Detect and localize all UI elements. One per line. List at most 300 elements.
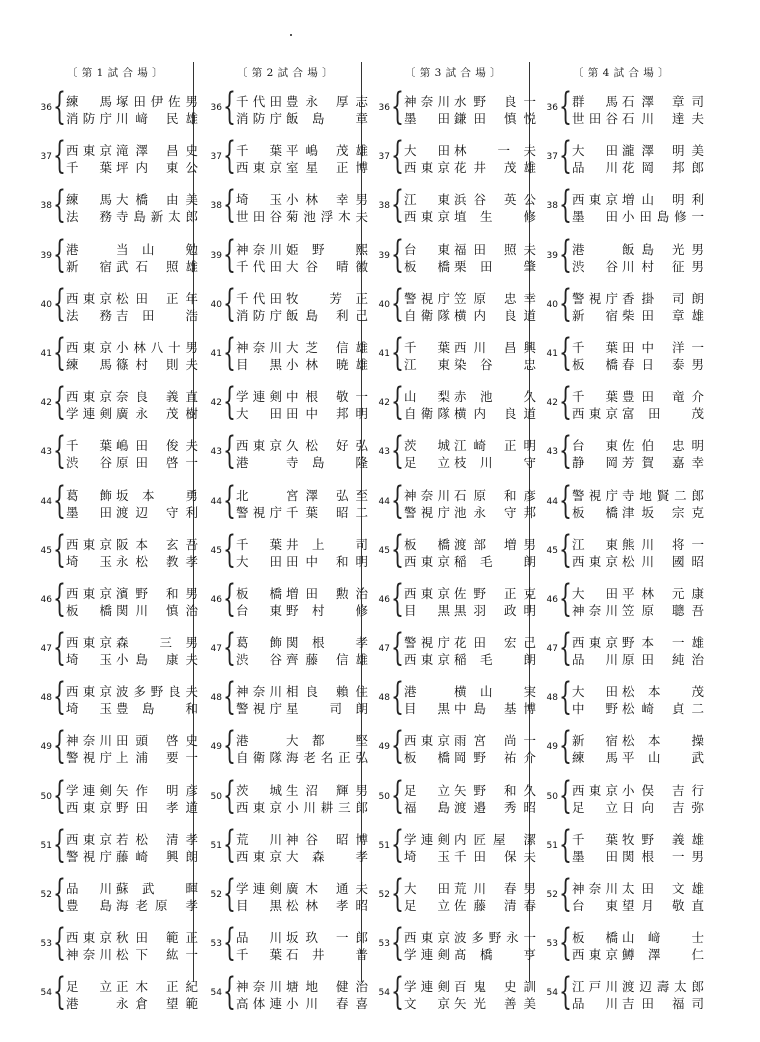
player-team: 消防庁 (236, 307, 282, 323)
match-number: 53 (546, 939, 558, 950)
player-name: 小島 康夫 (116, 652, 198, 668)
pairing-brace-icon: { (223, 626, 236, 670)
player-name: 滝澤 昌史 (116, 143, 198, 159)
player-name: 坂玖 一郎 (286, 930, 368, 946)
player-bottom (572, 552, 704, 569)
player-bottom (404, 748, 536, 765)
player-top (404, 830, 536, 847)
player-name: 川﨑 民雄 (116, 111, 198, 126)
player-name: 浜谷 英公 (454, 192, 536, 208)
pairing-brace-icon: { (559, 85, 572, 128)
player-name: 平嶋 茂雄 (286, 143, 368, 159)
player-top (404, 141, 536, 158)
player-name: 野村 修 (286, 602, 368, 618)
match-number: 47 (40, 644, 52, 655)
player-bottom (66, 257, 198, 274)
match-number: 39 (40, 250, 52, 261)
player-team: 消防庁 (236, 111, 282, 126)
player-name: 芳賀 嘉幸 (622, 455, 704, 471)
player-name: 永倉 望範 (116, 996, 198, 1012)
player-name: 松下 紘一 (116, 947, 198, 963)
player-team: 西東京 (66, 635, 112, 651)
player-top (572, 682, 704, 699)
player-team: 港 (572, 241, 585, 257)
player-name: 花井 茂雄 (454, 160, 536, 176)
player-team: 西東京 (66, 290, 112, 306)
player-bottom (404, 699, 536, 716)
player-team: 法 務 (66, 209, 112, 225)
player-name: 熊川 将一 (622, 536, 704, 552)
player-team: 埼 玉 (66, 553, 112, 569)
player-name: 小俣 吉行 (622, 782, 704, 798)
player-top (236, 289, 368, 306)
player-team: 北 (236, 487, 249, 503)
player-top (404, 289, 536, 306)
player-top (572, 240, 704, 257)
player-name: 岡野 祐介 (454, 750, 536, 766)
player-team: 墨 田 (404, 111, 450, 126)
player-team: 茨 城 (404, 438, 450, 454)
match-number: 42 (378, 398, 390, 409)
match-number: 48 (546, 693, 558, 704)
match-number: 36 (378, 103, 390, 113)
player-team: 品 川 (66, 881, 112, 896)
player-name: 室星 正博 (286, 160, 368, 176)
player-bottom (404, 503, 536, 520)
match-number: 37 (210, 152, 222, 163)
player-name: 濱野 和男 (116, 585, 198, 601)
player-bottom (404, 257, 536, 274)
match-number: 38 (210, 201, 222, 212)
player-top (404, 486, 536, 503)
match-number: 54 (546, 988, 558, 999)
player-name: 波多野良夫 (116, 684, 198, 700)
match-number: 41 (210, 348, 222, 359)
player-team: 西東京 (66, 831, 112, 847)
player-team: 葛 飾 (236, 635, 282, 651)
player-name: 中根 敬一 (286, 389, 368, 405)
player-team: 足 立 (572, 799, 618, 815)
player-team: 葛 飾 (66, 487, 112, 503)
player-name: 大谷 晴徽 (286, 258, 368, 274)
player-team: 墨 田 (572, 209, 618, 225)
player-name: 永松 教孝 (116, 553, 198, 569)
player-team: 西東京 (572, 635, 618, 651)
match-number: 36 (546, 103, 558, 113)
pairing-brace-icon: { (53, 675, 66, 719)
match-number: 36 (40, 103, 52, 113)
player-name: 寺島 隆 (286, 455, 368, 471)
match-number: 51 (378, 840, 390, 851)
pairing-brace-icon: { (391, 380, 404, 424)
player-name: 雨宮 尚一 (454, 733, 536, 749)
player-top (66, 928, 198, 945)
player-team: 練 馬 (66, 356, 112, 372)
player-name: 寺地賢二郎 (622, 487, 704, 503)
player-team: 学連剣 (404, 979, 450, 995)
match-number: 53 (378, 939, 390, 950)
match-number: 52 (40, 890, 52, 900)
player-bottom (404, 994, 536, 1011)
match-number: 36 (210, 103, 222, 113)
player-top (66, 731, 198, 748)
pairing-brace-icon: { (223, 85, 236, 128)
pairing-brace-icon: { (223, 380, 236, 424)
player-team: 港 (236, 455, 249, 471)
match-number: 45 (378, 545, 390, 556)
player-name: 奈良 義直 (116, 389, 198, 405)
match-number: 45 (40, 545, 52, 556)
player-top (236, 781, 368, 798)
player-bottom (236, 798, 368, 815)
court-title: 〔 第 4 試 合 場 〕 (572, 67, 670, 79)
pairing-brace-icon: { (53, 970, 66, 1014)
player-team: 練 馬 (66, 192, 112, 208)
player-team: 大 田 (236, 553, 282, 569)
player-bottom (404, 847, 536, 864)
match-number: 43 (546, 447, 558, 458)
player-top (236, 731, 368, 748)
player-name: 稲毛 朗 (454, 553, 536, 569)
player-team: 千代田 (236, 290, 282, 306)
player-name: 松林 孝昭 (286, 898, 368, 913)
player-name: 神谷 昭博 (286, 831, 368, 847)
player-team: 江 東 (404, 192, 450, 208)
player-team: 渋 谷 (66, 455, 112, 471)
player-name: 森 三男 (116, 635, 198, 651)
player-bottom (236, 503, 368, 520)
player-name: 坂本 勇 (116, 487, 198, 503)
player-name: 松本 操 (622, 733, 704, 749)
pairing-brace-icon: { (391, 281, 404, 325)
match-number: 54 (210, 988, 222, 999)
player-team: 千 葉 (236, 143, 282, 159)
player-bottom (66, 453, 198, 470)
pairing-brace-icon: { (559, 626, 572, 670)
player-team: 西東京 (404, 160, 450, 176)
player-top (572, 830, 704, 847)
player-top (236, 830, 368, 847)
player-name: 池永 守邦 (454, 504, 536, 520)
pairing-brace-icon: { (559, 330, 572, 374)
pairing-brace-icon: { (391, 675, 404, 719)
pairing-brace-icon: { (223, 134, 236, 178)
player-name: 津坂 宗克 (622, 504, 704, 520)
player-name: 花岡 邦郎 (622, 160, 704, 176)
player-name: 山﨑 士 (622, 930, 704, 946)
player-bottom (572, 601, 704, 618)
player-team: 福 島 (404, 799, 450, 815)
player-name: 飯島 利己 (286, 307, 368, 323)
player-name: 大都 堅 (286, 733, 368, 749)
pairing-brace-icon: { (559, 773, 572, 817)
player-bottom (572, 748, 704, 765)
pairing-brace-icon: { (53, 773, 66, 817)
player-name: 荒川 春男 (454, 881, 536, 896)
player-bottom (66, 207, 198, 224)
player-top (236, 486, 368, 503)
player-bottom (572, 650, 704, 667)
pairing-brace-icon: { (559, 527, 572, 571)
player-team: 西東京 (66, 799, 112, 815)
player-bottom (66, 355, 198, 372)
player-top (66, 436, 198, 453)
player-top (66, 879, 198, 896)
pairing-brace-icon: { (223, 675, 236, 719)
match-number: 47 (546, 644, 558, 655)
match-number: 37 (40, 152, 52, 163)
player-name: 江崎 正明 (454, 438, 536, 454)
player-team: 西東京 (572, 406, 618, 422)
player-name: 千葉 昭二 (286, 504, 368, 520)
player-name: 柴田 章雄 (622, 307, 704, 323)
player-team: 神奈川 (236, 979, 282, 995)
pairing-brace-icon: { (559, 429, 572, 473)
player-team: 西東京 (572, 782, 618, 798)
player-team: 練 馬 (66, 94, 112, 109)
player-bottom (404, 650, 536, 667)
player-name: 牧野 義雄 (622, 831, 704, 847)
player-top (404, 92, 536, 109)
player-bottom (572, 699, 704, 716)
pairing-brace-icon: { (223, 478, 236, 522)
player-team: 板 橋 (572, 504, 618, 520)
player-name: 阪本 玄吾 (116, 536, 198, 552)
player-team: 台 東 (572, 898, 618, 913)
player-name: 篠村 則夫 (116, 356, 198, 372)
player-bottom (66, 896, 198, 913)
player-name: 久松 好弘 (286, 438, 368, 454)
player-team: 西東京 (404, 209, 450, 225)
player-name: 横山 実 (454, 684, 536, 700)
player-bottom (572, 847, 704, 864)
match-list (30, 85, 200, 1027)
pairing-brace-icon: { (559, 183, 572, 227)
player-team: 警視庁 (404, 290, 450, 306)
player-top (572, 436, 704, 453)
player-name: 赤池 久 (454, 389, 536, 405)
match-number: 42 (40, 398, 52, 409)
match-list (368, 85, 538, 1027)
player-name: 望月 敬直 (622, 898, 704, 913)
pairing-brace-icon: { (53, 232, 66, 276)
player-bottom (236, 994, 368, 1011)
player-bottom (66, 503, 198, 520)
player-name: 野田 孝道 (116, 799, 198, 815)
player-team: 神奈川 (572, 602, 618, 618)
player-name: 香掛 司朗 (622, 290, 704, 306)
player-team: 警視庁 (404, 635, 450, 651)
pairing-brace-icon: { (559, 232, 572, 276)
player-team: 群 馬 (572, 94, 618, 109)
player-team: 大 田 (404, 881, 450, 896)
player-team: 警視庁 (66, 848, 112, 864)
player-top (404, 240, 536, 257)
player-name: 黒羽 政明 (454, 602, 536, 618)
pairing-brace-icon: { (559, 724, 572, 768)
player-bottom (572, 896, 704, 913)
player-team: 板 橋 (404, 750, 450, 766)
player-team: 学連剣 (404, 947, 450, 963)
player-bottom (572, 306, 704, 323)
player-bottom (404, 896, 536, 913)
player-top (572, 535, 704, 552)
pairing-brace-icon: { (223, 724, 236, 768)
match-number: 54 (378, 988, 390, 999)
player-top (236, 387, 368, 404)
player-bottom (404, 306, 536, 323)
player-top (66, 830, 198, 847)
player-bottom (404, 945, 536, 962)
player-name: 星 司朗 (286, 701, 368, 717)
player-name: 廣木 通夫 (286, 881, 368, 896)
player-team: 足 立 (66, 979, 112, 995)
pairing-brace-icon: { (223, 183, 236, 227)
player-name: 関根 一男 (622, 848, 704, 864)
player-team: 静 岡 (572, 455, 618, 471)
player-name: 渡邉 秀昭 (454, 799, 536, 815)
player-name: 小林 幸男 (286, 192, 368, 208)
player-team: 西東京 (66, 930, 112, 946)
pairing-brace-icon: { (391, 330, 404, 374)
player-team: 西東京 (404, 585, 450, 601)
match-number: 51 (546, 840, 558, 851)
player-team: 目 黒 (236, 898, 282, 913)
player-name: 相良 賴住 (286, 684, 368, 700)
player-bottom (66, 306, 198, 323)
player-name: 増田 勲治 (286, 585, 368, 601)
player-name: 松本 茂 (622, 684, 704, 700)
match-number: 43 (40, 447, 52, 458)
player-team: 台 東 (404, 241, 450, 257)
player-top (236, 928, 368, 945)
player-name: 佐伯 忠明 (622, 438, 704, 454)
pairing-brace-icon: { (53, 134, 66, 178)
player-bottom (572, 355, 704, 372)
player-name: 髙橋 亨 (454, 947, 536, 963)
pairing-brace-icon: { (391, 429, 404, 473)
player-bottom (66, 798, 198, 815)
player-name: 海老原 孝 (116, 898, 198, 913)
player-bottom (236, 453, 368, 470)
player-name: 田中 洋一 (622, 339, 704, 355)
player-top (66, 92, 198, 109)
player-top (236, 977, 368, 994)
match-number: 52 (378, 890, 390, 900)
player-top (572, 977, 704, 994)
player-team: 西東京 (66, 389, 112, 405)
court-title: 〔 第 1 試 合 場 〕 (66, 67, 164, 79)
player-name: 田中 和明 (286, 553, 368, 569)
player-name: 関川 慎治 (116, 602, 198, 618)
player-bottom (236, 306, 368, 323)
player-team: 板 橋 (236, 585, 282, 601)
match-number: 45 (546, 545, 558, 556)
player-bottom (572, 798, 704, 815)
match-number: 46 (546, 594, 558, 605)
player-name: 松田 正年 (116, 290, 198, 306)
player-team: 大 田 (404, 143, 450, 159)
player-top (572, 289, 704, 306)
player-team: 埼 玉 (404, 848, 450, 864)
player-name: 平山 武 (622, 750, 704, 766)
player-name: 福田 照夫 (454, 241, 536, 257)
player-name: 飯島 光男 (622, 241, 704, 257)
pairing-brace-icon: { (559, 921, 572, 965)
match-number: 41 (546, 348, 558, 359)
player-name: 正木 正紀 (116, 979, 198, 995)
player-name: 若松 清孝 (116, 831, 198, 847)
match-number: 42 (210, 398, 222, 409)
player-team: 世田谷 (572, 111, 618, 126)
player-top (236, 240, 368, 257)
match-number: 48 (378, 693, 390, 704)
player-team: 江 東 (404, 356, 450, 372)
pairing-brace-icon: { (53, 921, 66, 965)
player-bottom (236, 601, 368, 618)
player-bottom (66, 650, 198, 667)
player-bottom (572, 503, 704, 520)
player-team: 大 田 (572, 684, 618, 700)
player-name: 原田 純治 (622, 652, 704, 668)
match-number: 48 (40, 693, 52, 704)
match-number: 54 (40, 988, 52, 999)
player-top (404, 879, 536, 896)
player-team: 渋 谷 (236, 652, 282, 668)
player-bottom (236, 896, 368, 913)
player-bottom (236, 650, 368, 667)
player-bottom (236, 257, 368, 274)
pairing-brace-icon: { (559, 822, 572, 866)
player-top (66, 535, 198, 552)
player-bottom (66, 109, 198, 126)
pairing-brace-icon: { (53, 626, 66, 670)
player-team: 大 田 (572, 143, 618, 159)
player-name: 春日 泰男 (622, 356, 704, 372)
player-team: 千 葉 (66, 160, 112, 176)
player-name: 田頭 啓史 (116, 733, 198, 749)
pairing-brace-icon: { (223, 773, 236, 817)
player-team: 港 (66, 996, 79, 1012)
player-bottom (66, 945, 198, 962)
player-name: 花田 宏己 (454, 635, 536, 651)
player-team: 台 東 (236, 602, 282, 618)
player-team: 目 黒 (404, 602, 450, 618)
player-name: 武石 照雄 (116, 258, 198, 274)
pairing-brace-icon: { (391, 872, 404, 915)
pairing-brace-icon: { (53, 527, 66, 571)
player-bottom (236, 945, 368, 962)
match-list (536, 85, 706, 1027)
match-number: 47 (210, 644, 222, 655)
player-team: 警視庁 (66, 750, 112, 766)
player-bottom (404, 158, 536, 175)
player-top (404, 731, 536, 748)
player-team: 埼 玉 (236, 192, 282, 208)
pairing-brace-icon: { (391, 724, 404, 768)
player-bottom (404, 207, 536, 224)
player-team: 埼 玉 (66, 701, 112, 717)
player-team: 千 葉 (572, 339, 618, 355)
player-name: 内匠屋 潔 (454, 831, 536, 847)
player-top (66, 682, 198, 699)
match-number: 50 (40, 791, 52, 802)
player-bottom (236, 847, 368, 864)
player-top (404, 977, 536, 994)
player-top (66, 486, 198, 503)
player-top (66, 584, 198, 601)
player-team: 警視庁 (572, 487, 618, 503)
